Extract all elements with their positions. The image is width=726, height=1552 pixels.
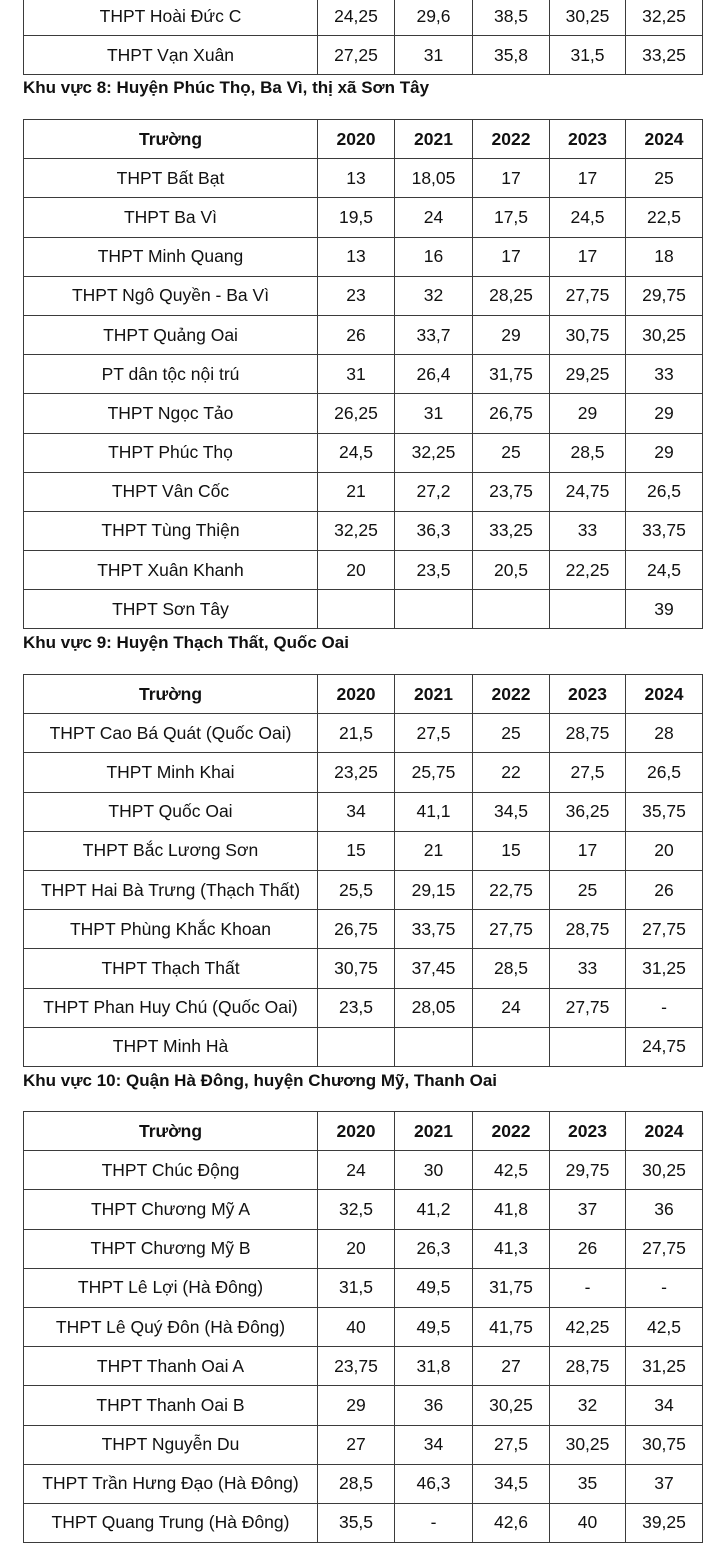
score-cell: 26,5 [626,472,703,511]
score-cell: 17 [473,159,550,198]
score-cell: 36 [626,1190,703,1229]
school-name-cell: THPT Sơn Tây [24,590,318,629]
table-row [24,753,703,792]
score-cell: 28,5 [473,949,550,988]
score-cell: 27,5 [395,714,473,753]
score-cell: 20 [318,1229,395,1268]
table-row [24,1347,703,1386]
score-cell: 32,25 [395,433,473,472]
score-cell: 26,75 [318,910,395,949]
score-cell: 29,25 [550,355,626,394]
score-cell: 29,75 [550,1151,626,1190]
score-cell: 28,5 [318,1464,395,1503]
score-cell: 33,7 [395,315,473,354]
score-cell: 24 [473,988,550,1027]
score-cell: 25 [550,870,626,909]
column-header-year: 2021 [395,120,473,159]
score-cell: 17 [473,237,550,276]
column-header-year: 2022 [473,1112,550,1151]
school-name-cell: THPT Bất Bạt [24,159,318,198]
score-cell: 27 [318,1425,395,1464]
column-header-year: 2024 [626,1112,703,1151]
score-cell: 26,25 [318,394,395,433]
score-cell: 23,75 [318,1347,395,1386]
score-cell [473,1027,550,1066]
score-cell: 15 [473,831,550,870]
table-header-row [24,675,703,714]
score-cell: 17,5 [473,198,550,237]
column-header-year: 2024 [626,675,703,714]
score-cell: 41,3 [473,1229,550,1268]
school-name-cell: THPT Cao Bá Quát (Quốc Oai) [24,714,318,753]
score-cell: 41,8 [473,1190,550,1229]
score-cell: 24,75 [626,1027,703,1066]
score-cell: 31 [395,36,473,75]
table-row [24,949,703,988]
score-cell: 25 [473,714,550,753]
score-cell: 29 [626,394,703,433]
school-name-cell: THPT Quốc Oai [24,792,318,831]
column-header-year: 2022 [473,120,550,159]
column-header-year: 2020 [318,675,395,714]
table-row [24,198,703,237]
score-cell: 33 [550,949,626,988]
school-name-cell: THPT Minh Khai [24,753,318,792]
score-cell: 22,5 [626,198,703,237]
score-cell: 23,5 [318,988,395,1027]
table-row [24,511,703,550]
score-cell: 26 [626,870,703,909]
column-header-year: 2023 [550,1112,626,1151]
score-cell: 27,5 [473,1425,550,1464]
table-row [24,1190,703,1229]
score-cell: - [550,1268,626,1307]
score-cell: 41,75 [473,1307,550,1346]
column-header-year: 2023 [550,675,626,714]
score-cell: 33,25 [473,511,550,550]
table-row [24,0,703,36]
table-row [24,472,703,511]
score-cell: 30,25 [626,315,703,354]
score-cell: 25 [626,159,703,198]
school-name-cell: THPT Ba Vì [24,198,318,237]
column-header-year: 2022 [473,675,550,714]
score-cell: 27,25 [318,36,395,75]
score-cell: 42,5 [626,1307,703,1346]
score-cell: 33,75 [395,910,473,949]
school-name-cell: THPT Phùng Khắc Khoan [24,910,318,949]
school-name-cell: THPT Trần Hưng Đạo (Hà Đông) [24,1464,318,1503]
score-cell: 29,75 [626,276,703,315]
score-cell: 28,75 [550,910,626,949]
score-cell [473,590,550,629]
score-cell: 26 [550,1229,626,1268]
score-cell: 21 [395,831,473,870]
table-row [24,1151,703,1190]
table-row [24,433,703,472]
score-cell: - [626,1268,703,1307]
score-cell: 27,5 [550,753,626,792]
score-cell: 41,1 [395,792,473,831]
score-cell: 15 [318,831,395,870]
school-name-cell: THPT Minh Quang [24,237,318,276]
score-cell: 28,75 [550,714,626,753]
table-row [24,590,703,629]
school-name-cell: THPT Lê Quý Đôn (Hà Đông) [24,1307,318,1346]
score-cell: 23,75 [473,472,550,511]
score-cell: 34 [318,792,395,831]
score-cell: 21,5 [318,714,395,753]
table-row [24,1464,703,1503]
score-cell: 34,5 [473,1464,550,1503]
table-row [24,1425,703,1464]
table-row [24,1503,703,1542]
score-cell: 35,5 [318,1503,395,1542]
column-header-year: 2020 [318,1112,395,1151]
score-cell: 30,75 [626,1425,703,1464]
score-cell: 24 [395,198,473,237]
score-cell: 24 [318,1151,395,1190]
score-cell: 46,3 [395,1464,473,1503]
column-header-year: 2024 [626,120,703,159]
score-cell: 26,4 [395,355,473,394]
score-cell: 23 [318,276,395,315]
school-name-cell: THPT Chương Mỹ A [24,1190,318,1229]
table-row [24,1268,703,1307]
table-row [24,394,703,433]
score-cell: 25 [473,433,550,472]
score-cell: 39 [626,590,703,629]
score-cell: 26 [318,315,395,354]
score-cell: 32 [550,1386,626,1425]
school-name-cell: THPT Thanh Oai B [24,1386,318,1425]
table-row [24,355,703,394]
score-cell: 28,5 [550,433,626,472]
score-cell: 21 [318,472,395,511]
table-row [24,870,703,909]
score-cell: 29 [318,1386,395,1425]
score-cell: 29,6 [395,0,473,36]
score-cell: 39,25 [626,1503,703,1542]
scores-table-area-8 [23,119,703,629]
score-cell: 25,5 [318,870,395,909]
score-cell: 30,75 [318,949,395,988]
column-header-school: Trường [24,1112,318,1151]
score-cell: 30,25 [550,1425,626,1464]
score-cell: 31,25 [626,1347,703,1386]
score-cell: 37,45 [395,949,473,988]
table-row [24,1307,703,1346]
score-cell: 26,5 [626,753,703,792]
score-cell: 31,5 [550,36,626,75]
score-cell [395,1027,473,1066]
table-row [24,988,703,1027]
score-cell: 32 [395,276,473,315]
score-cell: 23,25 [318,753,395,792]
school-name-cell: THPT Phúc Thọ [24,433,318,472]
score-cell: 40 [318,1307,395,1346]
school-name-cell: THPT Quang Trung (Hà Đông) [24,1503,318,1542]
school-name-cell: THPT Chương Mỹ B [24,1229,318,1268]
score-cell: 24,5 [318,433,395,472]
column-header-school: Trường [24,120,318,159]
score-cell: 49,5 [395,1268,473,1307]
column-header-year: 2023 [550,120,626,159]
score-cell: 29 [550,394,626,433]
table-row [24,276,703,315]
score-cell: 26,3 [395,1229,473,1268]
score-cell: 42,25 [550,1307,626,1346]
score-cell [395,590,473,629]
column-header-year: 2021 [395,1112,473,1151]
section-heading-8: Khu vực 8: Huyện Phúc Thọ, Ba Vì, thị xã Sơn Tây [23,78,430,97]
score-cell: 20 [318,551,395,590]
score-cell: 36 [395,1386,473,1425]
score-cell: 30,25 [626,1151,703,1190]
score-cell: 31,8 [395,1347,473,1386]
score-cell: 31 [318,355,395,394]
score-cell: 49,5 [395,1307,473,1346]
score-cell: - [395,1503,473,1542]
score-cell: 31,25 [626,949,703,988]
score-cell: 35,75 [626,792,703,831]
school-name-cell: THPT Thanh Oai A [24,1347,318,1386]
school-name-cell: THPT Chúc Động [24,1151,318,1190]
section-heading-10: Khu vực 10: Quận Hà Đông, huyện Chương Mỹ, Thanh Oai [23,1071,498,1090]
score-cell: 31 [395,394,473,433]
score-cell: 37 [550,1190,626,1229]
score-cell: - [626,988,703,1027]
score-cell: 31,75 [473,355,550,394]
scores-table-area-10 [23,1111,703,1543]
score-cell: 30,25 [473,1386,550,1425]
school-name-cell: THPT Hoài Đức C [24,0,318,36]
score-cell: 13 [318,159,395,198]
score-cell: 27,75 [626,910,703,949]
score-cell: 33 [550,511,626,550]
school-name-cell: THPT Hai Bà Trưng (Thạch Thất) [24,870,318,909]
score-cell [318,590,395,629]
score-cell: 23,5 [395,551,473,590]
school-name-cell: THPT Xuân Khanh [24,551,318,590]
school-name-cell: THPT Vân Cốc [24,472,318,511]
score-cell: 24,5 [626,551,703,590]
score-cell: 27,75 [473,910,550,949]
table-header-row [24,1112,703,1151]
score-cell: 27,2 [395,472,473,511]
score-cell: 18 [626,237,703,276]
school-name-cell: THPT Tùng Thiện [24,511,318,550]
table-row [24,910,703,949]
school-name-cell: THPT Ngọc Tảo [24,394,318,433]
table-row [24,315,703,354]
score-cell: 35,8 [473,36,550,75]
table-row [24,1386,703,1425]
score-cell: 31,5 [318,1268,395,1307]
score-cell: 28,05 [395,988,473,1027]
school-name-cell: THPT Ngô Quyền - Ba Vì [24,276,318,315]
score-cell: 34,5 [473,792,550,831]
score-cell: 22,25 [550,551,626,590]
score-cell: 17 [550,831,626,870]
score-cell: 37 [626,1464,703,1503]
score-cell: 16 [395,237,473,276]
score-cell: 20,5 [473,551,550,590]
score-cell: 40 [550,1503,626,1542]
school-name-cell: PT dân tộc nội trú [24,355,318,394]
score-cell: 22 [473,753,550,792]
score-cell: 32,5 [318,1190,395,1229]
score-cell: 32,25 [318,511,395,550]
score-cell: 30,25 [550,0,626,36]
score-cell [550,1027,626,1066]
score-cell: 29,15 [395,870,473,909]
score-cell: 28,75 [550,1347,626,1386]
score-cell: 35 [550,1464,626,1503]
score-cell: 42,5 [473,1151,550,1190]
score-cell: 27 [473,1347,550,1386]
score-cell: 25,75 [395,753,473,792]
school-name-cell: THPT Quảng Oai [24,315,318,354]
table-row [24,159,703,198]
table-row [24,36,703,75]
score-cell: 41,2 [395,1190,473,1229]
table-row [24,237,703,276]
score-cell: 36,25 [550,792,626,831]
score-cell: 17 [550,237,626,276]
score-cell [318,1027,395,1066]
scores-table-continued [23,0,703,75]
score-cell: 28,25 [473,276,550,315]
score-cell: 33,25 [626,36,703,75]
school-name-cell: THPT Bắc Lương Sơn [24,831,318,870]
score-cell: 24,25 [318,0,395,36]
score-cell [550,590,626,629]
score-cell: 27,75 [550,988,626,1027]
score-cell: 22,75 [473,870,550,909]
score-cell: 33 [626,355,703,394]
school-name-cell: THPT Phan Huy Chú (Quốc Oai) [24,988,318,1027]
column-header-school: Trường [24,675,318,714]
table-row [24,1229,703,1268]
score-cell: 42,6 [473,1503,550,1542]
score-cell: 13 [318,237,395,276]
school-name-cell: THPT Thạch Thất [24,949,318,988]
score-cell: 19,5 [318,198,395,237]
score-cell: 26,75 [473,394,550,433]
column-header-year: 2021 [395,675,473,714]
table-row [24,831,703,870]
score-cell: 31,75 [473,1268,550,1307]
score-cell: 30 [395,1151,473,1190]
school-name-cell: THPT Nguyễn Du [24,1425,318,1464]
score-cell: 18,05 [395,159,473,198]
section-heading-9: Khu vực 9: Huyện Thạch Thất, Quốc Oai [23,633,349,652]
score-cell: 28 [626,714,703,753]
score-cell: 32,25 [626,0,703,36]
scores-table-area-9 [23,674,703,1067]
school-name-cell: THPT Lê Lợi (Hà Đông) [24,1268,318,1307]
score-cell: 27,75 [626,1229,703,1268]
score-cell: 17 [550,159,626,198]
score-cell: 30,75 [550,315,626,354]
score-cell: 33,75 [626,511,703,550]
table-header-row [24,120,703,159]
score-cell: 29 [473,315,550,354]
score-cell: 27,75 [550,276,626,315]
score-cell: 36,3 [395,511,473,550]
score-cell: 29 [626,433,703,472]
score-cell: 34 [395,1425,473,1464]
table-row [24,551,703,590]
score-cell: 38,5 [473,0,550,36]
school-name-cell: THPT Vạn Xuân [24,36,318,75]
school-name-cell: THPT Minh Hà [24,1027,318,1066]
score-cell: 20 [626,831,703,870]
table-row [24,714,703,753]
score-cell: 24,5 [550,198,626,237]
table-row [24,792,703,831]
table-row [24,1027,703,1066]
score-cell: 24,75 [550,472,626,511]
column-header-year: 2020 [318,120,395,159]
score-cell: 34 [626,1386,703,1425]
